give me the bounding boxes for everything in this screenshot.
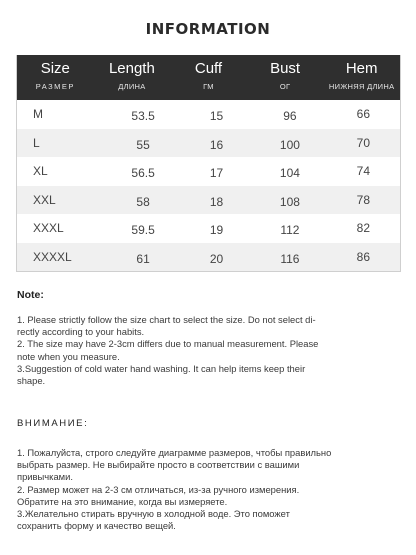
header-hem — [323, 55, 400, 100]
header-label: Hem — [345, 60, 378, 77]
ru-note-line: 3.Желательно стирать вручную в холодной воде. Это поможет — [17, 508, 290, 520]
cell-bust: 112 — [280, 223, 300, 238]
cell-length: 58 — [136, 194, 150, 209]
header-length — [94, 55, 171, 100]
header-sublabel: НИЖНЯЯ ДЛИНА — [328, 82, 395, 91]
cell-hem: 82 — [356, 221, 370, 236]
cell-hem: 86 — [356, 249, 370, 264]
cell-cuff: 18 — [209, 194, 224, 209]
cell-bust: 108 — [279, 194, 300, 209]
cell-bust: 104 — [279, 166, 300, 181]
ru-note-heading: ВНИМАНИЕ: — [17, 418, 89, 429]
cell-hem: 66 — [356, 107, 370, 122]
ru-note-line: привычками. — [17, 471, 73, 483]
ru-note-text — [17, 447, 397, 532]
ru-note-line: 2. Размер может на 2-3 см отличаться, из-за ручного измерения. — [17, 483, 300, 495]
ru-note-line: 1. Пожалуйста, строго следуйте диаграмме размеров, чтобы правильно — [17, 447, 332, 458]
cell-cuff: 20 — [209, 251, 224, 266]
header-label: Size — [40, 60, 70, 77]
note-heading: Note: — [17, 289, 44, 301]
header-bust — [247, 55, 324, 100]
header-sublabel: ОГ — [279, 82, 291, 91]
cell-length: 56.5 — [131, 166, 155, 181]
note-line: rectly according to your habits. — [17, 326, 145, 338]
cell-bust: 100 — [279, 137, 300, 152]
cell-size: XXL — [33, 192, 56, 207]
table-row — [17, 186, 400, 215]
note-line: shape. — [17, 375, 46, 387]
header-sublabel: ГМ — [203, 82, 214, 91]
cell-size: XL — [33, 164, 48, 179]
size-chart-table — [16, 55, 401, 272]
cell-length: 53.5 — [131, 109, 155, 124]
table-row — [17, 129, 400, 158]
cell-cuff: 16 — [209, 137, 224, 152]
table-header — [17, 55, 400, 100]
header-cuff — [170, 55, 247, 100]
cell-length: 59.5 — [131, 223, 155, 238]
ru-note-line: Обратите на это внимание, когда вы измеряете. — [17, 495, 228, 507]
cell-hem: 78 — [356, 192, 370, 207]
cell-length: 61 — [136, 251, 150, 266]
header-label: Length — [108, 60, 155, 77]
page-title: INFORMATION — [145, 20, 271, 38]
cell-size: XXXL — [33, 221, 64, 236]
cell-bust: 116 — [280, 251, 300, 266]
header-size — [17, 55, 94, 100]
cell-size: L — [33, 135, 40, 150]
table-row — [17, 100, 400, 129]
header-label: Cuff — [194, 60, 223, 77]
note-line: 1. Please strictly follow the size chart to select the size. Do not select di- — [17, 314, 316, 325]
ru-note-line: выбрать размер. Не выбирайте просто в соответствии с вашими — [17, 459, 300, 471]
cell-size: M — [33, 107, 43, 122]
header-sublabel: ДЛИНА — [118, 82, 146, 91]
ru-note-line: сохранить форму и качество вещей. — [17, 520, 176, 532]
cell-size: XXXXL — [33, 249, 72, 264]
note-line: 3.Suggestion of cold water hand washing. It can help items keep their — [17, 362, 306, 374]
table-row — [17, 214, 400, 243]
note-line: note when you measure. — [17, 350, 120, 362]
table-row — [17, 243, 400, 272]
cell-cuff: 19 — [209, 223, 224, 238]
cell-length: 55 — [136, 137, 150, 152]
cell-bust: 96 — [283, 109, 297, 124]
cell-cuff: 15 — [209, 109, 224, 124]
cell-hem: 74 — [356, 164, 370, 179]
table-row — [17, 157, 400, 186]
header-label: Bust — [270, 60, 301, 77]
cell-hem: 70 — [356, 135, 370, 150]
header-sublabel: РАЗМЕР — [35, 82, 75, 91]
note-text — [17, 314, 397, 387]
note-line: 2. The size may have 2-3cm differs due to manual measurement. Please — [17, 338, 319, 350]
cell-cuff: 17 — [209, 166, 224, 181]
